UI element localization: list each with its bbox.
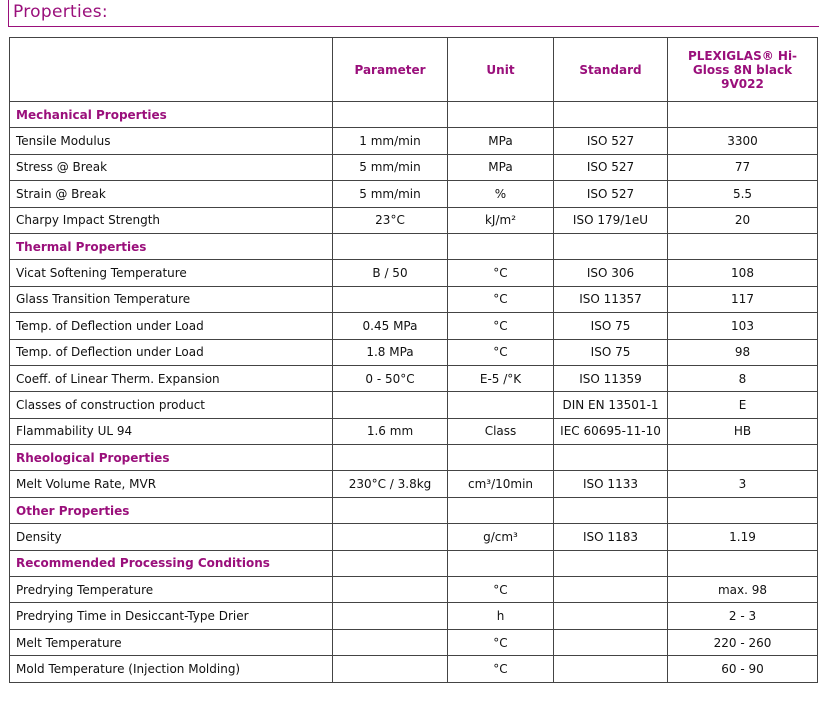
unit-cell: °C <box>448 629 554 655</box>
section-title: Thermal Properties <box>10 233 333 259</box>
unit-cell: % <box>448 181 554 207</box>
unit-cell: °C <box>448 260 554 286</box>
standard-cell: ISO 179/1eU <box>554 207 668 233</box>
property-name-cell: Melt Volume Rate, MVR <box>10 471 333 497</box>
section-header-row <box>10 497 818 523</box>
section-empty-cell <box>554 102 668 128</box>
table-row <box>10 365 818 391</box>
parameter-cell: 0 - 50°C <box>333 365 448 391</box>
property-name-cell: Strain @ Break <box>10 181 333 207</box>
section-empty-cell <box>333 102 448 128</box>
section-empty-cell <box>668 102 818 128</box>
value-cell: 103 <box>668 313 818 339</box>
table-header-row <box>10 38 818 102</box>
standard-cell <box>554 577 668 603</box>
unit-cell: E-5 /°K <box>448 365 554 391</box>
value-cell: 3300 <box>668 128 818 154</box>
property-name-cell: Predrying Temperature <box>10 577 333 603</box>
table-row <box>10 418 818 444</box>
section-title: Other Properties <box>10 497 333 523</box>
standard-cell: ISO 527 <box>554 181 668 207</box>
table-row <box>10 128 818 154</box>
property-name-cell: Vicat Softening Temperature <box>10 260 333 286</box>
property-name-cell: Charpy Impact Strength <box>10 207 333 233</box>
property-name-cell: Predrying Time in Desiccant-Type Drier <box>10 603 333 629</box>
standard-cell: ISO 11359 <box>554 365 668 391</box>
unit-cell: °C <box>448 339 554 365</box>
property-name-cell: Tensile Modulus <box>10 128 333 154</box>
value-cell: 220 - 260 <box>668 629 818 655</box>
value-cell: 3 <box>668 471 818 497</box>
section-header-row <box>10 102 818 128</box>
parameter-cell: 23°C <box>333 207 448 233</box>
table-row <box>10 392 818 418</box>
header-cell-product: PLEXIGLAS® Hi-Gloss 8N black 9V022 <box>668 38 818 102</box>
standard-cell: ISO 306 <box>554 260 668 286</box>
unit-cell: °C <box>448 286 554 312</box>
section-empty-cell <box>448 550 554 576</box>
parameter-cell <box>333 603 448 629</box>
unit-cell: kJ/m² <box>448 207 554 233</box>
standard-cell <box>554 629 668 655</box>
section-title: Mechanical Properties <box>10 102 333 128</box>
section-empty-cell <box>668 233 818 259</box>
header-cell-unit: Unit <box>448 38 554 102</box>
value-cell: 60 - 90 <box>668 656 818 682</box>
section-empty-cell <box>333 550 448 576</box>
standard-cell <box>554 603 668 629</box>
property-name-cell: Classes of construction product <box>10 392 333 418</box>
value-cell: 77 <box>668 154 818 180</box>
section-empty-cell <box>333 497 448 523</box>
header-cell-parameter: Parameter <box>333 38 448 102</box>
section-empty-cell <box>668 497 818 523</box>
properties-table <box>9 37 818 683</box>
unit-cell: MPa <box>448 154 554 180</box>
unit-cell: h <box>448 603 554 629</box>
standard-cell: ISO 527 <box>554 128 668 154</box>
section-header-row <box>10 445 818 471</box>
table-row <box>10 181 818 207</box>
table-row <box>10 603 818 629</box>
standard-cell: ISO 11357 <box>554 286 668 312</box>
value-cell: HB <box>668 418 818 444</box>
section-empty-cell <box>554 233 668 259</box>
unit-cell <box>448 392 554 418</box>
value-cell: 98 <box>668 339 818 365</box>
table-row <box>10 524 818 550</box>
property-name-cell: Glass Transition Temperature <box>10 286 333 312</box>
section-empty-cell <box>554 445 668 471</box>
value-cell: max. 98 <box>668 577 818 603</box>
property-name-cell: Mold Temperature (Injection Molding) <box>10 656 333 682</box>
table-row <box>10 313 818 339</box>
property-name-cell: Stress @ Break <box>10 154 333 180</box>
section-empty-cell <box>333 445 448 471</box>
section-empty-cell <box>448 102 554 128</box>
unit-cell: °C <box>448 577 554 603</box>
section-title: Recommended Processing Conditions <box>10 550 333 576</box>
table-row <box>10 154 818 180</box>
header-cell-standard: Standard <box>554 38 668 102</box>
section-empty-cell <box>448 497 554 523</box>
parameter-cell <box>333 629 448 655</box>
unit-cell: °C <box>448 656 554 682</box>
standard-cell: DIN EN 13501-1 <box>554 392 668 418</box>
table-row <box>10 286 818 312</box>
table-row <box>10 471 818 497</box>
table-row <box>10 656 818 682</box>
header-cell-empty <box>10 38 333 102</box>
property-name-cell: Density <box>10 524 333 550</box>
properties-table-body <box>10 38 818 683</box>
parameter-cell: 0.45 MPa <box>333 313 448 339</box>
heading-bar <box>8 0 819 27</box>
table-row <box>10 629 818 655</box>
value-cell: 20 <box>668 207 818 233</box>
table-row <box>10 207 818 233</box>
value-cell: 1.19 <box>668 524 818 550</box>
table-row <box>10 577 818 603</box>
parameter-cell: 5 mm/min <box>333 181 448 207</box>
property-name-cell: Coeff. of Linear Therm. Expansion <box>10 365 333 391</box>
section-header-row <box>10 233 818 259</box>
section-empty-cell <box>448 445 554 471</box>
section-empty-cell <box>668 445 818 471</box>
property-name-cell: Flammability UL 94 <box>10 418 333 444</box>
value-cell: 108 <box>668 260 818 286</box>
section-empty-cell <box>448 233 554 259</box>
standard-cell <box>554 656 668 682</box>
section-empty-cell <box>668 550 818 576</box>
standard-cell: IEC 60695-11-10 <box>554 418 668 444</box>
property-name-cell: Temp. of Deflection under Load <box>10 339 333 365</box>
parameter-cell: 1 mm/min <box>333 128 448 154</box>
value-cell: 5.5 <box>668 181 818 207</box>
parameter-cell: B / 50 <box>333 260 448 286</box>
parameter-cell <box>333 392 448 418</box>
property-name-cell: Temp. of Deflection under Load <box>10 313 333 339</box>
standard-cell: ISO 75 <box>554 339 668 365</box>
section-empty-cell <box>554 497 668 523</box>
standard-cell: ISO 1183 <box>554 524 668 550</box>
parameter-cell <box>333 656 448 682</box>
section-empty-cell <box>554 550 668 576</box>
value-cell: 117 <box>668 286 818 312</box>
parameter-cell <box>333 286 448 312</box>
table-row <box>10 260 818 286</box>
section-title: Rheological Properties <box>10 445 333 471</box>
parameter-cell <box>333 577 448 603</box>
parameter-cell: 230°C / 3.8kg <box>333 471 448 497</box>
unit-cell: cm³/10min <box>448 471 554 497</box>
standard-cell: ISO 527 <box>554 154 668 180</box>
value-cell: E <box>668 392 818 418</box>
parameter-cell: 1.6 mm <box>333 418 448 444</box>
page-title: Properties: <box>13 2 108 22</box>
parameter-cell: 1.8 MPa <box>333 339 448 365</box>
table-row <box>10 339 818 365</box>
standard-cell: ISO 1133 <box>554 471 668 497</box>
value-cell: 8 <box>668 365 818 391</box>
section-empty-cell <box>333 233 448 259</box>
value-cell: 2 - 3 <box>668 603 818 629</box>
unit-cell: Class <box>448 418 554 444</box>
parameter-cell: 5 mm/min <box>333 154 448 180</box>
section-header-row <box>10 550 818 576</box>
unit-cell: MPa <box>448 128 554 154</box>
unit-cell: °C <box>448 313 554 339</box>
standard-cell: ISO 75 <box>554 313 668 339</box>
property-name-cell: Melt Temperature <box>10 629 333 655</box>
parameter-cell <box>333 524 448 550</box>
unit-cell: g/cm³ <box>448 524 554 550</box>
